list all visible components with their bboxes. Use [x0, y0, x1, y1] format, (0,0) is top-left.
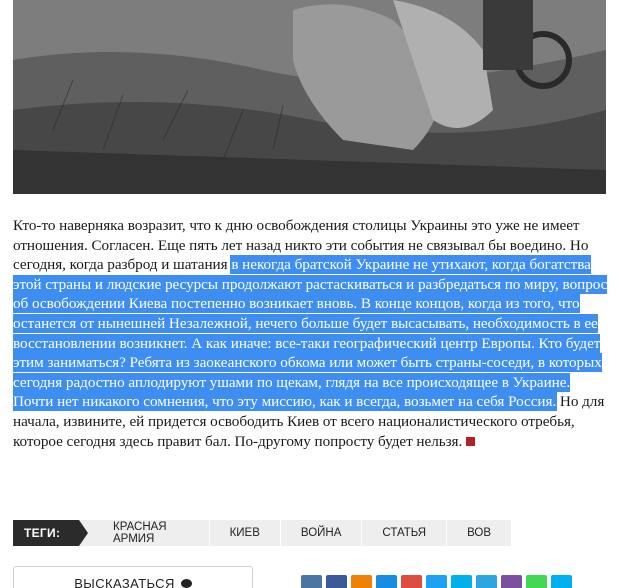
skype-share-icon[interactable]	[551, 575, 572, 588]
tag-link[interactable]: ВОВ	[467, 527, 491, 539]
viber-share-icon[interactable]	[501, 575, 522, 588]
vk-share-icon[interactable]	[301, 575, 322, 588]
end-of-article-mark	[466, 437, 475, 446]
moimir-share-icon[interactable]	[376, 575, 397, 588]
livejournal-share-icon[interactable]	[451, 575, 472, 588]
share-buttons	[301, 575, 572, 588]
tags-bar	[13, 520, 511, 546]
googleplus-share-icon[interactable]	[401, 575, 422, 588]
tag-link[interactable]: СТАТЬЯ	[362, 520, 447, 546]
paragraph-text-before: Кто-то наверняка возразит, что к дню освобождения столицы Украины это уже не имеет отношения. Согласен. Еще пять лет назад никто эти события не связывал бы воедино. Но сегодня, когда разброд и шатания	[13, 217, 589, 274]
whatsapp-share-icon[interactable]	[526, 575, 547, 588]
speech-bubble-icon	[181, 579, 192, 588]
comment-button[interactable]	[13, 566, 253, 588]
paragraph-text-after: Но для начала, извините, ей придется освободить Киев от всего националистического отребья, которое сегодня здесь правит бал. По-другому попросту будет нельзя.	[13, 393, 605, 450]
twitter-share-icon[interactable]	[426, 575, 447, 588]
facebook-share-icon[interactable]	[326, 575, 347, 588]
article-photo	[13, 0, 606, 194]
soldiers-machine-gun-photo	[13, 0, 606, 194]
article-body	[13, 216, 609, 451]
selected-text[interactable]: в некогда братской Украине не утихают, когда богатства этой страны и людские ресурсы продолжают растаскиваться и разбредаться по миру, вопрос об освобождении Киева постепенно возникает вновь. В конце концов, когда из того, что останется от нынешней Незалежной, нечего больше будет высасывать, необходимость в ее восстановлении возникнет. А как иначе: все-таки географический центр Европы. Кто будет этим заниматься? Ребята из заокеанского обкома или может быть страны-соседи, в которых сегодня радостно аплодируют ушами по щекам, глядя на все происходящее в Украине. Почти нет никакого сомнения, что эту миссию, как и всегда, возьмет на себя Россия.	[13, 256, 608, 411]
tag-link[interactable]: КИЕВ	[210, 520, 281, 546]
odnoklassniki-share-icon[interactable]	[351, 575, 372, 588]
article-paragraph	[13, 216, 609, 451]
tag-link[interactable]: ВОЙНА	[281, 520, 362, 546]
tags-list	[79, 520, 511, 546]
tags-label: ТЕГИ:	[13, 520, 79, 546]
tag-link[interactable]: КРАСНАЯ АРМИЯ	[93, 520, 210, 546]
telegram-share-icon[interactable]	[476, 575, 497, 588]
comment-button-label: ВЫСКАЗАТЬСЯ	[74, 576, 175, 588]
